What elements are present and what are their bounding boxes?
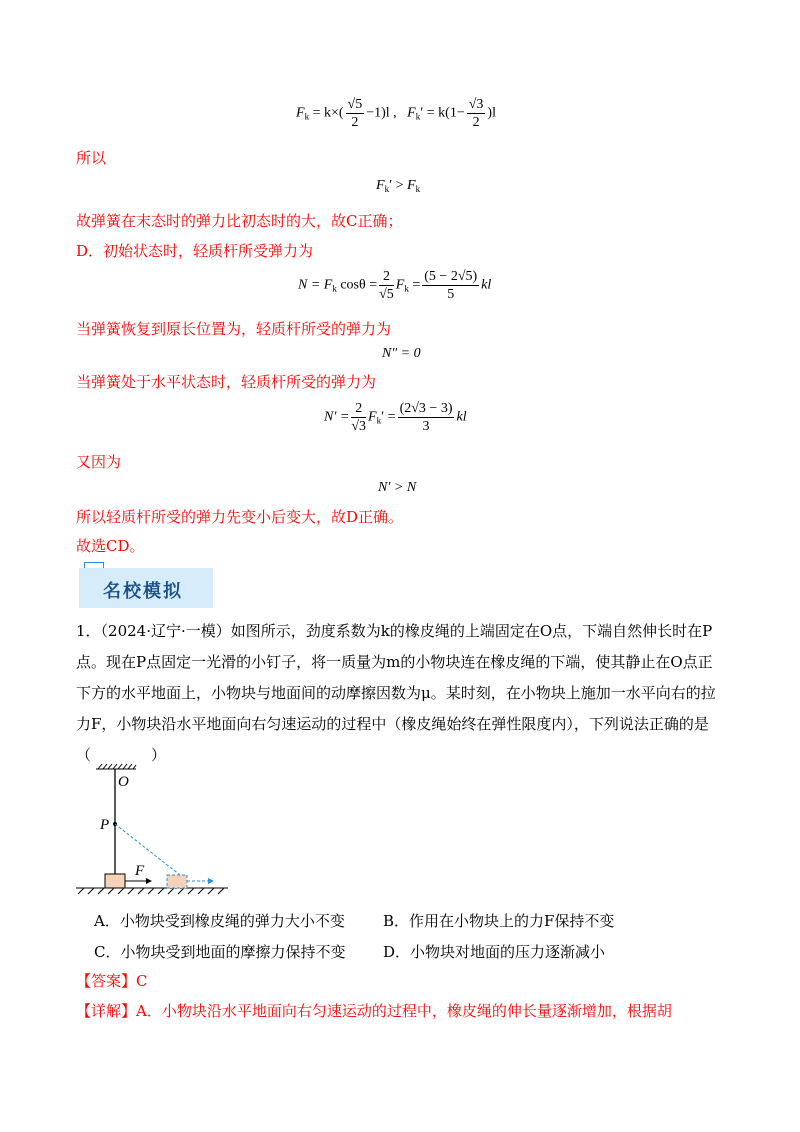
block-moved	[167, 875, 187, 888]
detail-line	[76, 1000, 672, 1021]
block	[105, 874, 125, 888]
equation-initial-n: $N = F_k$ cosθ = $\frac{2}{√5}$ $F_k$ = $\frac{(5 - 2√5)}{5}$ kl	[298, 269, 492, 302]
ground-hatch	[76, 888, 228, 894]
section-badge	[79, 568, 213, 608]
option-a: A．小物块受到橡皮绳的弹力大小不变	[94, 912, 345, 930]
force-arrowhead	[146, 878, 152, 884]
label-o: O	[118, 774, 129, 790]
moved-arrowhead	[208, 878, 214, 884]
answer-label: 【答案】	[76, 972, 137, 990]
text-line-horizontal: 当弹簧处于水平状态时，轻质杆所受的弹力为	[76, 373, 377, 391]
equation-spring-forces: $F_k = k\times$( $\frac{√5}{2}$ −1)l , $F_k' = k(1-$ $\frac{√3}{2}$ )l	[296, 97, 496, 130]
equation-compare-n: N′ > N	[378, 480, 417, 495]
option-b: B．作用在小物块上的力F保持不变	[383, 912, 615, 930]
equation-n-double-prime: N″ = 0	[382, 346, 421, 361]
text-line-conclusion: 所以轻质杆所受的弹力先变小后变大，故D正确。	[76, 508, 404, 526]
label-p: P	[100, 817, 110, 833]
equation-horizontal-n: N′ = $\frac{2}{√3}$ $F_k'$ = $\frac{(2√3 - 3)}{3}$ kl	[324, 401, 467, 434]
text-line-c: 故弹簧在末态时的弹力比初态时的大，故C正确；	[76, 212, 403, 230]
option-c: C．小物块受到地面的摩擦力保持不变	[94, 943, 346, 961]
text-line-choose: 故选CD。	[76, 537, 145, 555]
detail-text: A．小物块沿水平地面向右匀速运动的过程中，橡皮绳的伸长量逐渐增加，根据胡	[136, 1002, 672, 1020]
answer-line	[76, 970, 148, 991]
option-d: D．小物块对地面的压力逐渐减小	[383, 943, 606, 961]
label-f: F	[135, 863, 145, 879]
detail-label: 【详解】	[76, 1002, 137, 1020]
text-line-restore: 当弹簧恢复到原长位置为，轻质杆所受的弹力为	[76, 320, 392, 338]
physics-figure	[72, 762, 232, 896]
dashed-cord	[115, 824, 180, 875]
ceiling-hatch	[96, 764, 136, 769]
text-so: 所以	[76, 149, 107, 167]
question-text: 1．（2024·辽宁·一模）如图所示，劲度系数为k的橡皮绳的上端固定在O点，下端自然伸长时在P点。现在P点固定一光滑的小钉子，将一质量为m的小物块连在橡皮绳的下端，使其静止在O点正下方的水平地面上，小物块与地面间的动摩擦因数为μ。某时刻，在小物块上施加一水平向右的拉力F，小物块沿水平地面向右匀速运动的过程中（橡皮绳始终在弹性限度内），下列说法正确的是（ ）	[76, 622, 716, 764]
equation-compare-fk: $F_k' > F_k$	[376, 178, 421, 194]
text-line-d: D．初始状态时，轻质杆所受弹力为	[76, 242, 314, 260]
section-title: 名校模拟	[103, 581, 183, 602]
answer-value: C	[136, 972, 148, 990]
text-again: 又因为	[76, 453, 122, 471]
